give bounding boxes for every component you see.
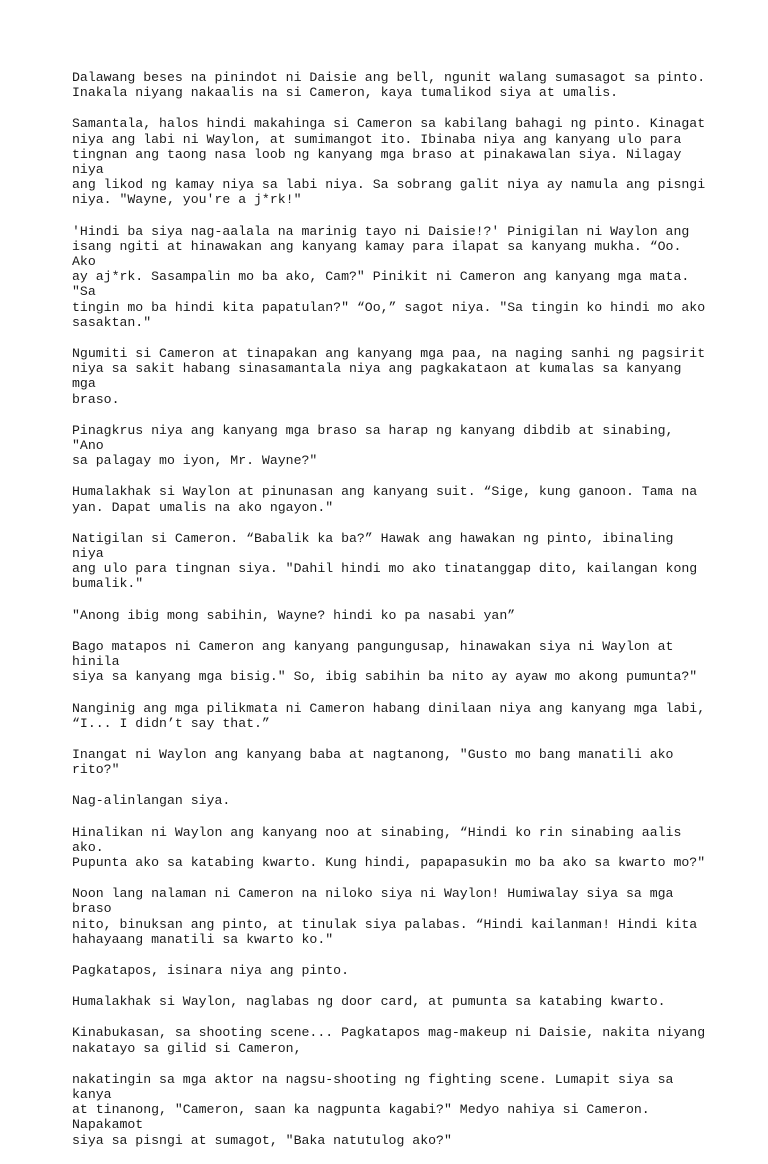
paragraph: Samantala, halos hindi makahinga si Cameron sa kabilang bahagi ng pinto. Kinagat niya ang labi ni Waylon, at sumimangot ito. Ibinaba niya ang kanyang ulo para tingnan ang taong nasa loob ng kanyang mga braso at pinakawalan siya. Nilagay niya ang likod ng kamay niya sa labi niya. Sa sobrang galit niya ay namula ang pisngi niya. "Wayne, you're a j*rk!" bbox=[72, 116, 706, 208]
document-body bbox=[72, 70, 712, 1164]
paragraph: 'Hindi ba siya nag-aalala na marinig tayo ni Daisie!?' Pinigilan ni Waylon ang isang ngiti at hinawakan ang kanyang kamay para ilapat sa kanyang mukha. “Oo. Ako ay aj*rk. Sasampalin mo ba ako, Cam?" Pinikit ni Cameron ang kanyang mga mata. "Sa tingin mo ba hindi kita papatulan?" “Oo,” sagot niya. "Sa tingin ko hindi mo ako sasaktan." bbox=[72, 223, 706, 330]
paragraph: Dalawang beses na pinindot ni Daisie ang bell, ngunit walang sumasagot sa pinto. Inakala niyang nakaalis na si Cameron, kaya tumalikod siya at umalis. bbox=[72, 70, 706, 101]
paragraph: Pinagkrus niya ang kanyang mga braso sa harap ng kanyang dibdib at sinabing, "Ano sa palagay mo iyon, Mr. Wayne?" bbox=[72, 422, 674, 469]
paragraph: Humalakhak si Waylon at pinunasan ang kanyang suit. “Sige, kung ganoon. Tama na yan. Dapat umalis na ako ngayon." bbox=[72, 484, 698, 515]
paragraph: "Anong ibig mong sabihin, Wayne? hindi ko pa nasabi yan” bbox=[72, 607, 516, 623]
paragraph: Natigilan si Cameron. “Babalik ka ba?” Hawak ang hawakan ng pinto, ibinaling niya ang ulo para tingnan siya. "Dahil hindi mo ako tinatanggap dito, kailangan kong bumalik." bbox=[72, 530, 698, 592]
paragraph: Pagkatapos, isinara niya ang pinto. bbox=[72, 962, 349, 978]
paragraph: Nag-alinlangan siya. bbox=[72, 793, 231, 809]
paragraph: Inangat ni Waylon ang kanyang baba at nagtanong, "Gusto mo bang manatili ako rito?" bbox=[72, 746, 674, 778]
paragraph: Nanginig ang mga pilikmata ni Cameron habang dinilaan niya ang kanyang mga labi, “I... I didn’t say that.” bbox=[72, 700, 706, 731]
paragraph: Humalakhak si Waylon, naglabas ng door card, at pumunta sa katabing kwarto. bbox=[72, 994, 666, 1010]
paragraph: nakatingin sa mga aktor na nagsu-shooting ng fighting scene. Lumapit siya sa kanya at tinanong, "Cameron, saan ka nagpunta kagabi?" Medyo nahiya si Cameron. Napakamot siya sa pisngi at sumagot, "Baka natutulog ako?" bbox=[72, 1071, 674, 1148]
paragraph: Hinalikan ni Waylon ang kanyang noo at sinabing, “Hindi ko rin sinabing aalis ako. Pupunta ako sa katabing kwarto. Kung hindi, papapasukin mo ba ako sa kwarto mo?" bbox=[72, 824, 706, 870]
paragraph: Noon lang nalaman ni Cameron na niloko siya ni Waylon! Humiwalay siya sa mga braso nito, binuksan ang pinto, at tinulak siya palabas. “Hindi kailanman! Hindi kita hahayaang manatili sa kwarto ko." bbox=[72, 886, 698, 947]
paragraph: Kinabukasan, sa shooting scene... Pagkatapos mag-makeup ni Daisie, nakita niyang nakatayo sa gilid si Cameron, bbox=[72, 1025, 706, 1056]
paragraph: Ngumiti si Cameron at tinapakan ang kanyang mga paa, na naging sanhi ng pagsirit niya sa sakit habang sinasamantala niya ang pagkakataon at kumalas sa kanyang mga braso. bbox=[72, 346, 706, 407]
paragraph: Bago matapos ni Cameron ang kanyang pangungusap, hinawakan siya ni Waylon at hinila siya sa kanyang mga bisig." So, ibig sabihin ba nito ay ayaw mo akong pumunta?" bbox=[72, 638, 698, 685]
